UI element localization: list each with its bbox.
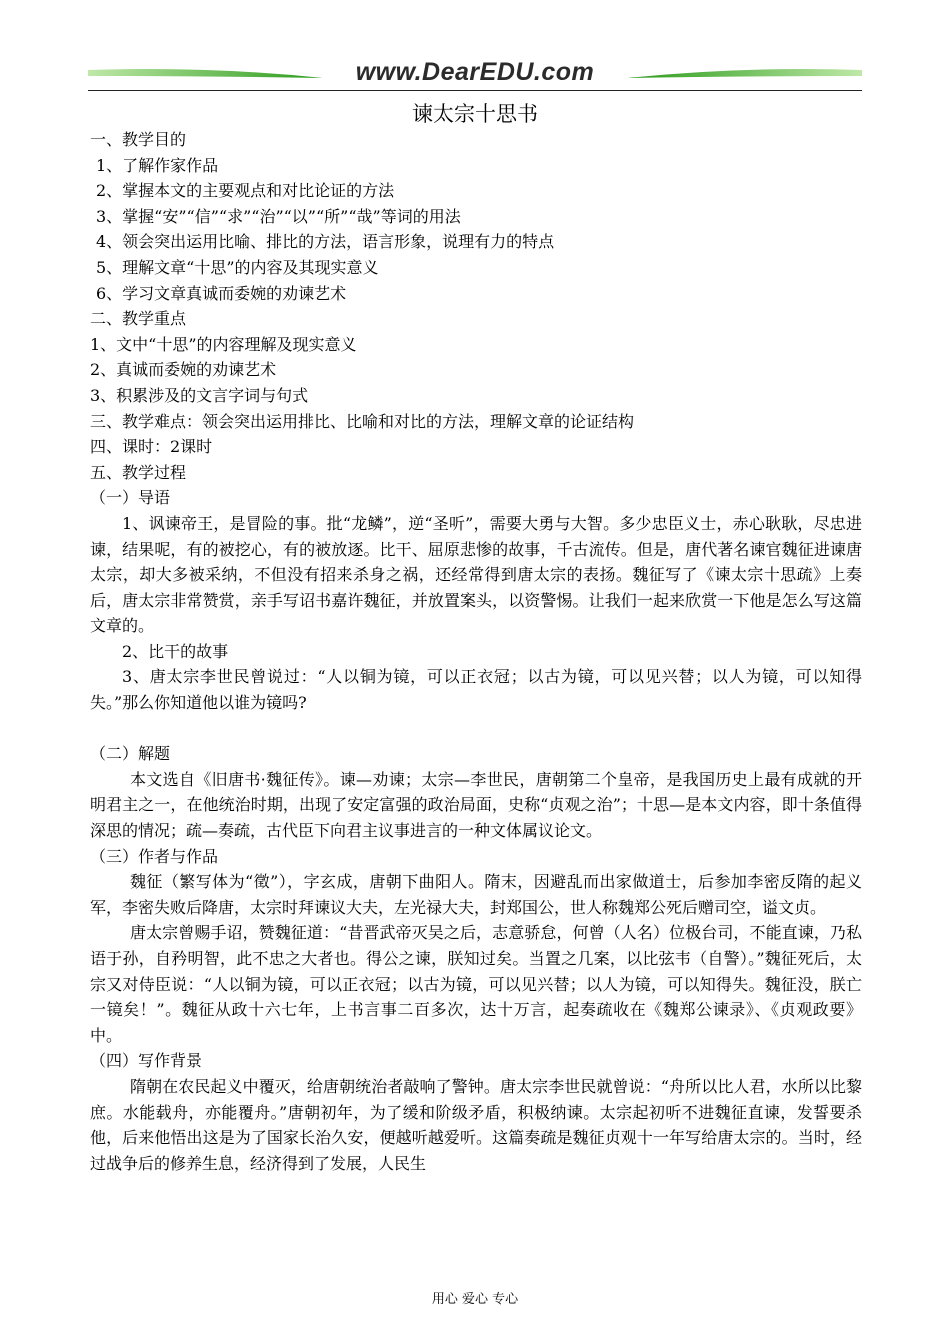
page-footer: 用心 爱心 专心: [431, 1292, 519, 1307]
header-rule: [88, 90, 862, 91]
paragraph: 6、学习文章真诚而委婉的劝谏艺术: [96, 283, 347, 303]
paragraph: 唐太宗曾赐手诏，赞魏征道：“昔晋武帝灭吴之后，志意骄怠，何曾（人名）位极台司，不能直谏，乃私语于孙，自矜明智，此不忠之大者也。得公之谏，朕知过矣。当置之几案，以比弦韦（自警）。”魏征死后，太宗又对侍臣说：“人以铜为镜，可以正衣冠；以古为镜，可以见兴替；以人为镜，可以知得失。魏征没，朕亡一镜矣！”。魏征从政十六七年，上书言事二百多次，达十万言，起奏疏收在《魏郑公谏录》、《贞观政要》中。: [90, 923, 862, 1045]
paragraph: 5、理解文章“十思”的内容及其现实意义: [96, 257, 379, 277]
paragraph: 2、掌握本文的主要观点和对比论证的方法: [96, 181, 395, 201]
paragraph: 2、真诚而委婉的劝谏艺术: [90, 360, 277, 380]
paragraph: 本文选自《旧唐书·魏征传》。谏—劝谏；太宗—李世民，唐朝第二个皇帝，是我国历史上最有成就的开明君主之一，在他统治时期，出现了安定富强的政治局面，史称“贞观之治”；十思—是本文内容，即十条值得深思的情况；疏—奏疏，古代臣下向君主议事进言的一种文体属议论文。: [90, 769, 862, 841]
blank-line: [90, 716, 862, 742]
paragraph: 三、教学难点：领会突出运用排比、比喻和对比的方法，理解文章的论证结构: [90, 411, 635, 431]
paragraph: （四）写作背景: [90, 1051, 203, 1071]
site-logo-text: www.DearEDU.com: [355, 58, 595, 86]
paragraph: 3、积累涉及的文言字词与句式: [90, 385, 309, 405]
site-header: [88, 56, 862, 94]
paragraph: 1、文中“十思”的内容理解及现实意义: [90, 334, 357, 354]
page-title: 谏太宗十思书: [412, 102, 538, 126]
paragraph: 隋朝在农民起义中覆灭，给唐朝统治者敲响了警钟。唐太宗李世民就曾说：“舟所以比人君，水所以比黎庶。水能载舟，亦能覆舟。”唐朝初年，为了缓和阶级矛盾，积极纳谏。太宗起初听不进魏征直谏，发誓要杀他，后来他悟出这是为了国家长治久安，便越听越爱听。这篇奏疏是魏征贞观十一年写给唐太宗的。当时，经过战争后的修养生息，经济得到了发展，人民生: [90, 1076, 862, 1173]
paragraph: 2、比干的故事: [122, 641, 229, 661]
paragraph: 四、课时：2课时: [90, 437, 213, 457]
paragraph: 3、唐太宗李世民曾说过：“人以铜为镜，可以正衣冠；以古为镜，可以见兴替；以人为镜，可以知得失。”那么你知道他以谁为镜吗?: [90, 667, 862, 713]
paragraph: 一、教学目的: [90, 130, 187, 149]
paragraph: 1、讽谏帝王，是冒险的事。批“龙鳞”，逆“圣听”，需要大勇与大智。多少忠臣义士，赤心耿耿，尽忠进谏，结果呢，有的被挖心，有的被放逐。比干、屈原悲惨的故事，千古流传。但是，唐代著名谏官魏征进谏唐太宗，却大多被采纳，不但没有招来杀身之祸，还经常得到唐太宗的表扬。魏征写了《谏太宗十思疏》上奏后，唐太宗非常赞赏，亲手写诏书嘉许魏征，并放置案头，以资警惕。让我们一起来欣赏一下他是怎么写这篇文章的。: [90, 513, 862, 636]
paragraph: 1、了解作家作品: [96, 155, 219, 175]
paragraph: 二、教学重点: [90, 309, 187, 329]
paragraph: 魏征（繁写体为“徵”），字玄成，唐朝下曲阳人。隋末，因避乱而出家做道士，后参加李密反隋的起义军，李密失败后降唐，太宗时拜谏议大夫，左光禄大夫，封郑国公，世人称魏郑公死后赠司空，谥文贞。: [90, 872, 862, 917]
paragraph: （三）作者与作品: [90, 846, 219, 866]
paragraph: 3、掌握“安”“信”“求”“治”“以”“所”“哉”等词的用法: [96, 206, 461, 226]
document-body: [90, 127, 862, 1176]
paragraph: （二）解题: [90, 744, 171, 764]
paragraph: 4、领会突出运用比喻、排比的方法，语言形象，说理有力的特点: [96, 232, 555, 252]
paragraph: （一）导语: [90, 488, 171, 508]
paragraph: 五、教学过程: [90, 462, 187, 482]
